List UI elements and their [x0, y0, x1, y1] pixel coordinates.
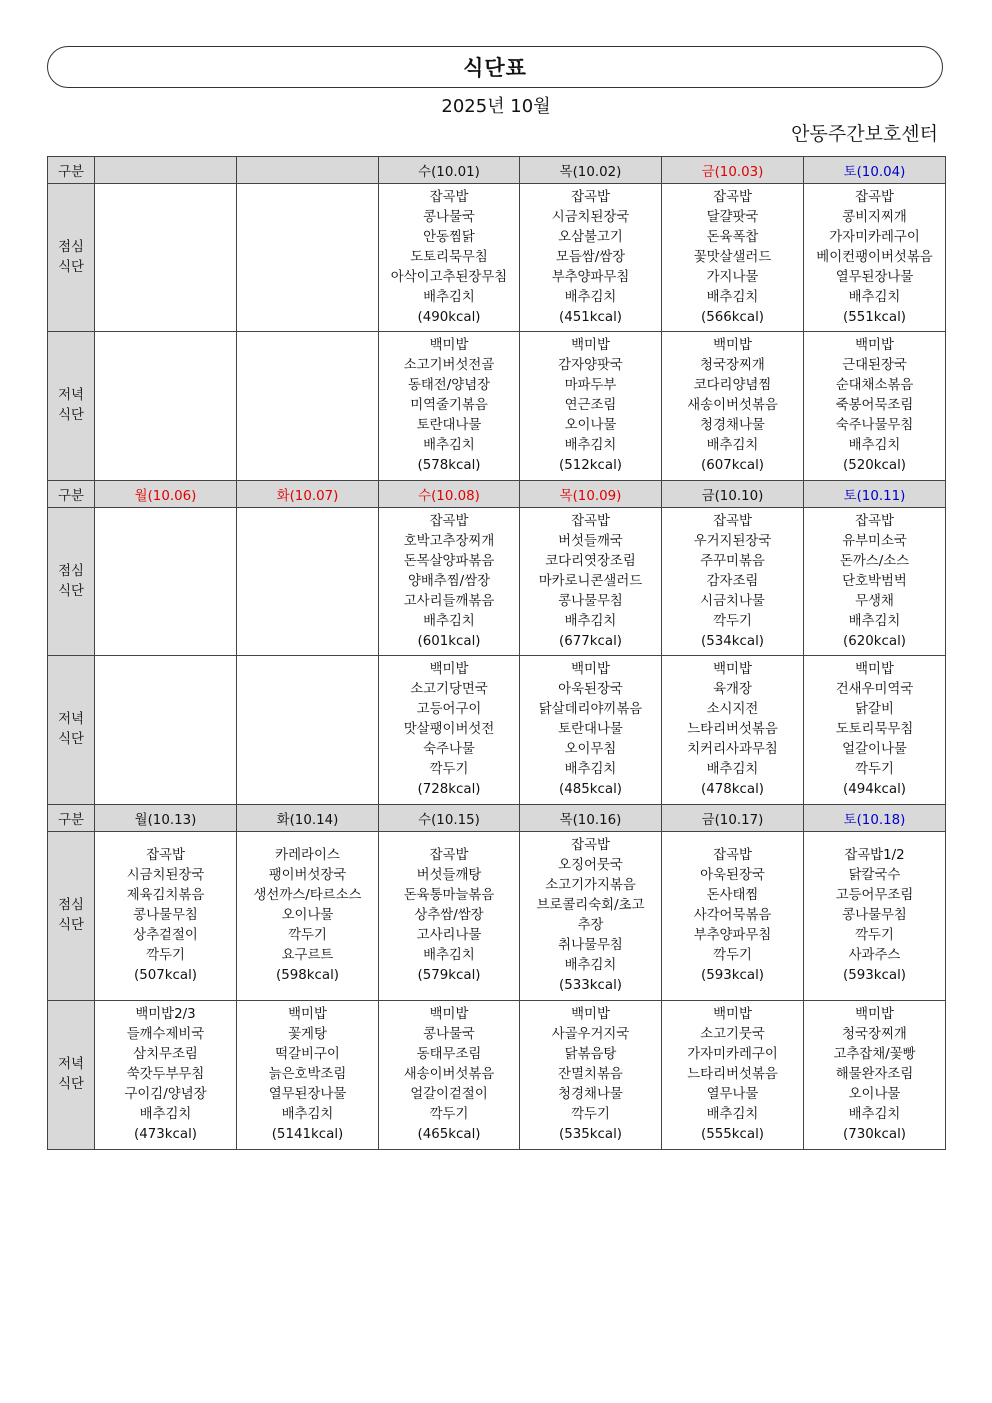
- day-header: 금(10.10): [662, 481, 804, 508]
- menu-item: 동태전/양념장: [407, 378, 491, 393]
- menu-item: 돈목살양파볶음: [403, 553, 495, 569]
- lunch-row: [48, 508, 946, 656]
- dinner-menu-cell: [379, 1001, 520, 1150]
- menu-item: 배추김치: [564, 438, 617, 453]
- dinner-label: [48, 1001, 95, 1150]
- dinner-menu-cell: [95, 332, 237, 481]
- menu-item: 배추김치: [281, 1107, 334, 1122]
- menu-item: 마카로니콘샐러드: [538, 573, 643, 589]
- menu-item: 열무나물: [706, 1087, 759, 1102]
- menu-item: 잡곡밥: [146, 848, 185, 863]
- menu-item: 백미밥: [855, 338, 894, 353]
- lunch-label: [48, 184, 95, 332]
- menu-item: 청경채나물: [700, 418, 765, 433]
- menu-item: 달걀팟국: [706, 209, 759, 225]
- menu-item: 배추김치: [848, 438, 901, 453]
- menu-item: (730kcal): [842, 1127, 907, 1142]
- menu-item: 잡곡밥: [713, 848, 752, 863]
- menu-item: 청국장찌개: [842, 1027, 907, 1042]
- menu-item: 가자미카레구이: [829, 229, 920, 245]
- menu-item: 숙주나물: [423, 742, 475, 757]
- menu-item: (677kcal): [558, 633, 623, 649]
- menu-item: (593kcal): [842, 968, 907, 983]
- dinner-menu-cell: [520, 656, 662, 805]
- menu-item: (490kcal): [417, 309, 481, 325]
- menu-item: 얼갈이나물: [842, 742, 907, 757]
- menu-item: 백미밥: [855, 662, 894, 677]
- menu-item: (465kcal): [417, 1127, 481, 1142]
- menu-item: 오이무침: [564, 742, 617, 757]
- lunch-menu-cell: [804, 184, 946, 332]
- menu-item: 깍두기: [713, 948, 752, 963]
- lunch-menu-cell: [379, 184, 520, 332]
- dinner-menu-cell: [379, 332, 520, 481]
- menu-item: 깍두기: [713, 613, 752, 629]
- menu-item: 배추김치: [706, 1107, 759, 1122]
- menu-item: (485kcal): [558, 782, 623, 797]
- dinner-row: [48, 656, 946, 805]
- menu-item: 배추김치: [848, 1107, 901, 1122]
- menu-item: (507kcal): [133, 968, 198, 983]
- menu-item: 닭살데리야끼볶음: [538, 702, 643, 717]
- menu-item: 청국장찌개: [700, 358, 765, 373]
- lunch-menu-cell: [804, 832, 946, 1001]
- dinner-menu-cell: [379, 656, 520, 805]
- menu-item: (620kcal): [842, 633, 907, 649]
- menu-item: (451kcal): [558, 309, 623, 325]
- lunch-menu-cell: [379, 832, 520, 1001]
- day-header: 수(10.08): [379, 481, 520, 508]
- menu-table: [47, 156, 946, 1150]
- lunch-row: [48, 832, 946, 1001]
- menu-item: 돈육통마늘볶음: [403, 888, 495, 903]
- menu-item: 백미밥: [429, 338, 469, 353]
- menu-item: 배추김치: [423, 289, 475, 305]
- week-header-row: [48, 481, 946, 508]
- label-text: 점심: [58, 563, 84, 579]
- menu-item: 소고기버섯전골: [403, 358, 495, 373]
- label-text: 식단: [58, 732, 84, 747]
- menu-item: 콩나물국: [423, 209, 475, 225]
- month-label: 2025년 10월: [441, 96, 551, 117]
- label-text: 점심: [58, 898, 84, 913]
- day-header: 월(10.13): [95, 805, 237, 832]
- menu-item: 도토리묵무침: [835, 722, 914, 737]
- menu-item: 백미밥2/3: [135, 1007, 196, 1022]
- menu-item: 잔멸치볶음: [558, 1067, 623, 1082]
- dinner-menu-cell: [662, 332, 804, 481]
- menu-item: 배추김치: [848, 613, 901, 629]
- menu-item: 미역줄기볶음: [410, 398, 488, 413]
- category-header: 구분: [48, 157, 95, 184]
- dinner-menu-cell: [95, 1001, 237, 1150]
- menu-item: 아욱된장국: [700, 868, 765, 883]
- dinner-menu-cell: [95, 656, 237, 805]
- menu-item: (520kcal): [842, 458, 907, 473]
- lunch-menu-cell: [237, 184, 379, 332]
- dinner-menu-cell: [237, 1001, 379, 1150]
- day-header: 금(10.17): [662, 805, 804, 832]
- menu-item: 고등어구이: [416, 702, 482, 717]
- menu-item: 삼치무조림: [133, 1047, 198, 1062]
- menu-item: 가자미카레구이: [687, 1047, 778, 1062]
- menu-item: 깍두기: [429, 1107, 469, 1122]
- day-header: [95, 157, 237, 184]
- menu-item: 사골우거지국: [551, 1027, 630, 1042]
- menu-item: 배추김치: [423, 438, 475, 453]
- menu-item: 깍두기: [855, 762, 894, 777]
- menu-item: 꽃게탕: [288, 1027, 327, 1042]
- menu-item: (593kcal): [700, 968, 765, 983]
- lunch-menu-cell: [237, 508, 379, 656]
- menu-item: 토란대나물: [558, 722, 623, 737]
- dinner-menu-cell: [662, 1001, 804, 1150]
- menu-item: (555kcal): [700, 1127, 765, 1142]
- menu-item: 백미밥: [855, 1007, 894, 1022]
- menu-item: 백미밥: [571, 1007, 610, 1022]
- menu-item: 사과주스: [848, 948, 901, 963]
- day-header: 목(10.16): [520, 805, 662, 832]
- lunch-menu-cell: [662, 508, 804, 656]
- lunch-menu-cell: [95, 832, 237, 1001]
- menu-item: 해물완자조림: [835, 1067, 914, 1082]
- menu-item: 숙주나물무침: [835, 418, 914, 433]
- page-title: 식단표: [463, 56, 527, 80]
- label-text: 식단: [58, 1077, 84, 1092]
- dinner-label: [48, 656, 95, 805]
- menu-item: 부추양파무침: [551, 269, 630, 285]
- dinner-menu-cell: [520, 332, 662, 481]
- day-header: 금(10.03): [662, 157, 804, 184]
- menu-item: (579kcal): [417, 968, 481, 983]
- menu-item: 무생채: [855, 593, 894, 609]
- menu-item: 깍두기: [146, 948, 185, 963]
- menu-item: 배추김치: [706, 289, 759, 305]
- lunch-menu-cell: [379, 508, 520, 656]
- menu-item: 콩비지찌개: [842, 209, 907, 225]
- menu-item: 콩나물무침: [133, 908, 198, 923]
- lunch-menu-cell: [95, 508, 237, 656]
- day-header: 월(10.06): [95, 481, 237, 508]
- menu-item: 잡곡밥: [713, 189, 752, 205]
- label-text: 식단: [58, 918, 84, 933]
- menu-item: 브로콜리숙회/초고: [536, 898, 645, 913]
- menu-item: 버섯들깨탕: [416, 868, 482, 883]
- menu-item: 깍두기: [571, 1107, 610, 1122]
- menu-item: 콩나물무침: [842, 908, 907, 923]
- menu-item: (512kcal): [558, 458, 623, 473]
- menu-item: 잡곡밥: [855, 189, 894, 205]
- menu-item: 배추김치: [564, 613, 617, 629]
- menu-item: 소고기당면국: [410, 682, 488, 697]
- menu-item: 소고기가지볶음: [545, 878, 636, 893]
- center-name: 안동주간보호센터: [791, 123, 938, 145]
- menu-item: 시금치된장국: [551, 209, 630, 225]
- menu-item: 근대된장국: [842, 358, 907, 373]
- dinner-menu-cell: [804, 332, 946, 481]
- day-header: 화(10.07): [237, 481, 379, 508]
- menu-item: (728kcal): [417, 782, 481, 797]
- lunch-menu-cell: [662, 832, 804, 1001]
- menu-item: 시금치된장국: [126, 868, 205, 883]
- menu-item: 가지나물: [706, 269, 759, 285]
- menu-item: 시금치나물: [700, 593, 765, 609]
- label-text: 식단: [58, 583, 84, 599]
- menu-item: 팽이버섯장국: [268, 868, 347, 883]
- menu-item: 백미밥: [288, 1007, 327, 1022]
- week-header-row: [48, 157, 946, 184]
- menu-item: 코다리엿장조림: [545, 553, 636, 569]
- menu-item: (533kcal): [558, 978, 623, 993]
- menu-item: 돈까스/소스: [839, 553, 910, 569]
- label-text: 식단: [58, 259, 84, 275]
- menu-item: 도토리묵무침: [410, 249, 488, 265]
- menu-item: 잡곡밥: [713, 513, 752, 529]
- menu-item: 취나물무침: [558, 938, 623, 953]
- lunch-row: [48, 184, 946, 332]
- menu-item: 깍두기: [855, 928, 894, 943]
- menu-item: 주꾸미볶음: [700, 553, 765, 569]
- menu-item: 잡곡밥: [571, 838, 610, 853]
- lunch-label: [48, 508, 95, 656]
- label-text: 점심: [58, 239, 84, 255]
- menu-item: 양배추찜/쌈장: [407, 573, 491, 589]
- menu-item: 느타리버섯볶음: [687, 722, 778, 737]
- menu-item: 잡곡밥: [571, 189, 610, 205]
- menu-item: 열무된장나물: [835, 269, 914, 285]
- menu-item: 배추김치: [564, 958, 617, 973]
- menu-item: 열무된장나물: [268, 1087, 347, 1102]
- menu-item: 돈육폭찹: [706, 229, 759, 245]
- menu-item: 잡곡밥: [855, 513, 894, 529]
- menu-item: 베이컨팽이버섯볶음: [816, 249, 933, 265]
- menu-item: 우거지된장국: [693, 533, 772, 549]
- menu-item: 백미밥: [713, 338, 752, 353]
- menu-item: (607kcal): [700, 458, 765, 473]
- menu-item: 고사리들깨볶음: [403, 593, 495, 609]
- category-header: 구분: [48, 481, 95, 508]
- menu-item: (5141kcal): [271, 1127, 344, 1142]
- menu-item: 배추김치: [848, 289, 901, 305]
- lunch-menu-cell: [520, 508, 662, 656]
- menu-item: (598kcal): [275, 968, 340, 983]
- menu-item: 백미밥: [429, 662, 469, 677]
- menu-item: 유부미소국: [842, 533, 907, 549]
- menu-item: 코다리양념찜: [693, 378, 772, 393]
- menu-item: 상추겉절이: [133, 928, 198, 943]
- lunch-menu-cell: [237, 832, 379, 1001]
- menu-item: 요구르트: [281, 948, 334, 963]
- menu-item: 고추잡채/꽃빵: [833, 1047, 916, 1062]
- menu-item: 오징어뭇국: [558, 858, 623, 873]
- menu-item: 백미밥: [571, 338, 610, 353]
- menu-item: 백미밥: [713, 1007, 752, 1022]
- menu-item: 새송이버섯볶음: [687, 398, 778, 413]
- day-header: 수(10.15): [379, 805, 520, 832]
- menu-item: 들깨수제비국: [126, 1027, 205, 1042]
- menu-item: 아삭이고추된장무침: [390, 269, 508, 285]
- lunch-menu-cell: [95, 184, 237, 332]
- menu-item: 토란대나물: [416, 418, 482, 433]
- menu-item: 연근조림: [564, 398, 617, 413]
- menu-item: 배추김치: [706, 438, 759, 453]
- menu-item: 닭볶음탕: [564, 1047, 617, 1062]
- day-header: 토(10.04): [804, 157, 946, 184]
- lunch-menu-cell: [520, 184, 662, 332]
- menu-item: 배추김치: [423, 613, 475, 629]
- dinner-label: [48, 332, 95, 481]
- menu-item: 얼갈이겉절이: [410, 1087, 488, 1102]
- menu-item: 배추김치: [423, 948, 475, 963]
- menu-item: 배추김치: [139, 1107, 192, 1122]
- week-header-row: [48, 805, 946, 832]
- menu-item: 떡갈비구이: [275, 1047, 340, 1062]
- menu-item: 잡곡밥: [571, 513, 610, 529]
- menu-item: 백미밥: [713, 662, 752, 677]
- menu-item: 단호박범벅: [842, 573, 907, 589]
- menu-item: 소고기뭇국: [700, 1027, 765, 1042]
- label-text: 저녁: [58, 1057, 84, 1072]
- menu-item: 아욱된장국: [558, 682, 623, 697]
- menu-item: 잡곡밥: [429, 513, 469, 529]
- menu-item: (534kcal): [700, 633, 765, 649]
- menu-item: 잡곡밥1/2: [844, 848, 905, 863]
- dinner-menu-cell: [237, 332, 379, 481]
- dinner-row: [48, 332, 946, 481]
- category-header: 구분: [48, 805, 95, 832]
- menu-item: 맛살팽이버섯전: [403, 722, 495, 737]
- menu-item: 꽃맛살샐러드: [693, 249, 772, 265]
- menu-item: 고사리나물: [416, 928, 482, 943]
- dinner-menu-cell: [804, 656, 946, 805]
- menu-item: 깍두기: [429, 762, 469, 777]
- menu-item: 죽봉어묵조림: [835, 398, 914, 413]
- menu-item: 버섯들깨국: [558, 533, 623, 549]
- menu-item: 감자조림: [706, 573, 759, 589]
- menu-item: 백미밥: [429, 1007, 469, 1022]
- menu-item: 모듬쌈/쌈장: [555, 249, 626, 265]
- menu-item: (578kcal): [417, 458, 481, 473]
- menu-item: 육개장: [713, 682, 752, 697]
- dinner-menu-cell: [237, 656, 379, 805]
- menu-item: 사각어묵볶음: [693, 908, 772, 923]
- menu-item: 청경채나물: [558, 1087, 623, 1102]
- lunch-label: [48, 832, 95, 1001]
- menu-item: (566kcal): [700, 309, 765, 325]
- menu-item: 제육김치볶음: [126, 888, 205, 903]
- title-box: [47, 46, 943, 88]
- menu-item: 마파두부: [564, 378, 617, 393]
- menu-item: 구이김/양념장: [124, 1087, 207, 1102]
- menu-item: (478kcal): [700, 782, 765, 797]
- menu-item: 배추김치: [564, 762, 617, 777]
- menu-item: 돈사태찜: [706, 888, 759, 903]
- day-header: [237, 157, 379, 184]
- menu-item: 부추양파무침: [693, 928, 772, 943]
- menu-item: 동태무조림: [416, 1047, 482, 1062]
- menu-item: 새송이버섯볶음: [403, 1067, 495, 1082]
- menu-item: 백미밥: [571, 662, 610, 677]
- menu-item: 배추김치: [564, 289, 617, 305]
- menu-item: (551kcal): [842, 309, 907, 325]
- menu-item: (535kcal): [558, 1127, 623, 1142]
- day-header: 토(10.18): [804, 805, 946, 832]
- label-text: 저녁: [58, 388, 84, 403]
- lunch-menu-cell: [520, 832, 662, 1001]
- lunch-menu-cell: [662, 184, 804, 332]
- day-header: 목(10.02): [520, 157, 662, 184]
- menu-item: 오삼불고기: [558, 229, 623, 245]
- day-header: 토(10.11): [804, 481, 946, 508]
- menu-item: 순대채소볶음: [835, 378, 914, 393]
- menu-item: (473kcal): [133, 1127, 198, 1142]
- dinner-row: [48, 1001, 946, 1150]
- menu-item: 잡곡밥: [429, 189, 469, 205]
- menu-item: 상추쌈/쌈장: [414, 908, 484, 923]
- menu-item: 오이나물: [848, 1087, 901, 1102]
- menu-item: 건새우미역국: [835, 682, 914, 697]
- menu-item: (601kcal): [417, 633, 481, 649]
- menu-item: 생선까스/타르소스: [253, 888, 362, 903]
- menu-item: 오이나물: [564, 418, 617, 433]
- menu-item: 깍두기: [288, 928, 327, 943]
- day-header: 수(10.01): [379, 157, 520, 184]
- dinner-menu-cell: [662, 656, 804, 805]
- menu-item: 배추김치: [706, 762, 759, 777]
- label-text: 저녁: [58, 712, 84, 727]
- menu-item: 쑥갓두부무침: [126, 1067, 205, 1082]
- menu-item: 호박고추장찌개: [403, 533, 495, 549]
- menu-item: 치커리사과무침: [687, 742, 778, 757]
- dinner-menu-cell: [520, 1001, 662, 1150]
- menu-item: 고등어무조림: [835, 888, 914, 903]
- menu-item: 닭갈비: [855, 702, 894, 717]
- menu-item: 안동찜닭: [423, 229, 475, 245]
- lunch-menu-cell: [804, 508, 946, 656]
- menu-item: 콩나물국: [423, 1027, 475, 1042]
- menu-item: 콩나물무침: [558, 593, 623, 609]
- menu-item: (494kcal): [842, 782, 907, 797]
- menu-item: 추장: [577, 918, 604, 933]
- menu-item: 오이나물: [281, 908, 334, 923]
- day-header: 목(10.09): [520, 481, 662, 508]
- menu-item: 잡곡밥: [429, 848, 469, 863]
- menu-item: 소시지전: [706, 702, 759, 717]
- menu-item: 감자양팟국: [558, 358, 623, 373]
- day-header: 화(10.14): [237, 805, 379, 832]
- menu-item: 느타리버섯볶음: [687, 1067, 778, 1082]
- menu-item: 닭칼국수: [848, 868, 901, 883]
- menu-item: 카레라이스: [275, 848, 340, 863]
- menu-item: 늙은호박조림: [268, 1067, 347, 1082]
- label-text: 식단: [58, 408, 84, 423]
- dinner-menu-cell: [804, 1001, 946, 1150]
